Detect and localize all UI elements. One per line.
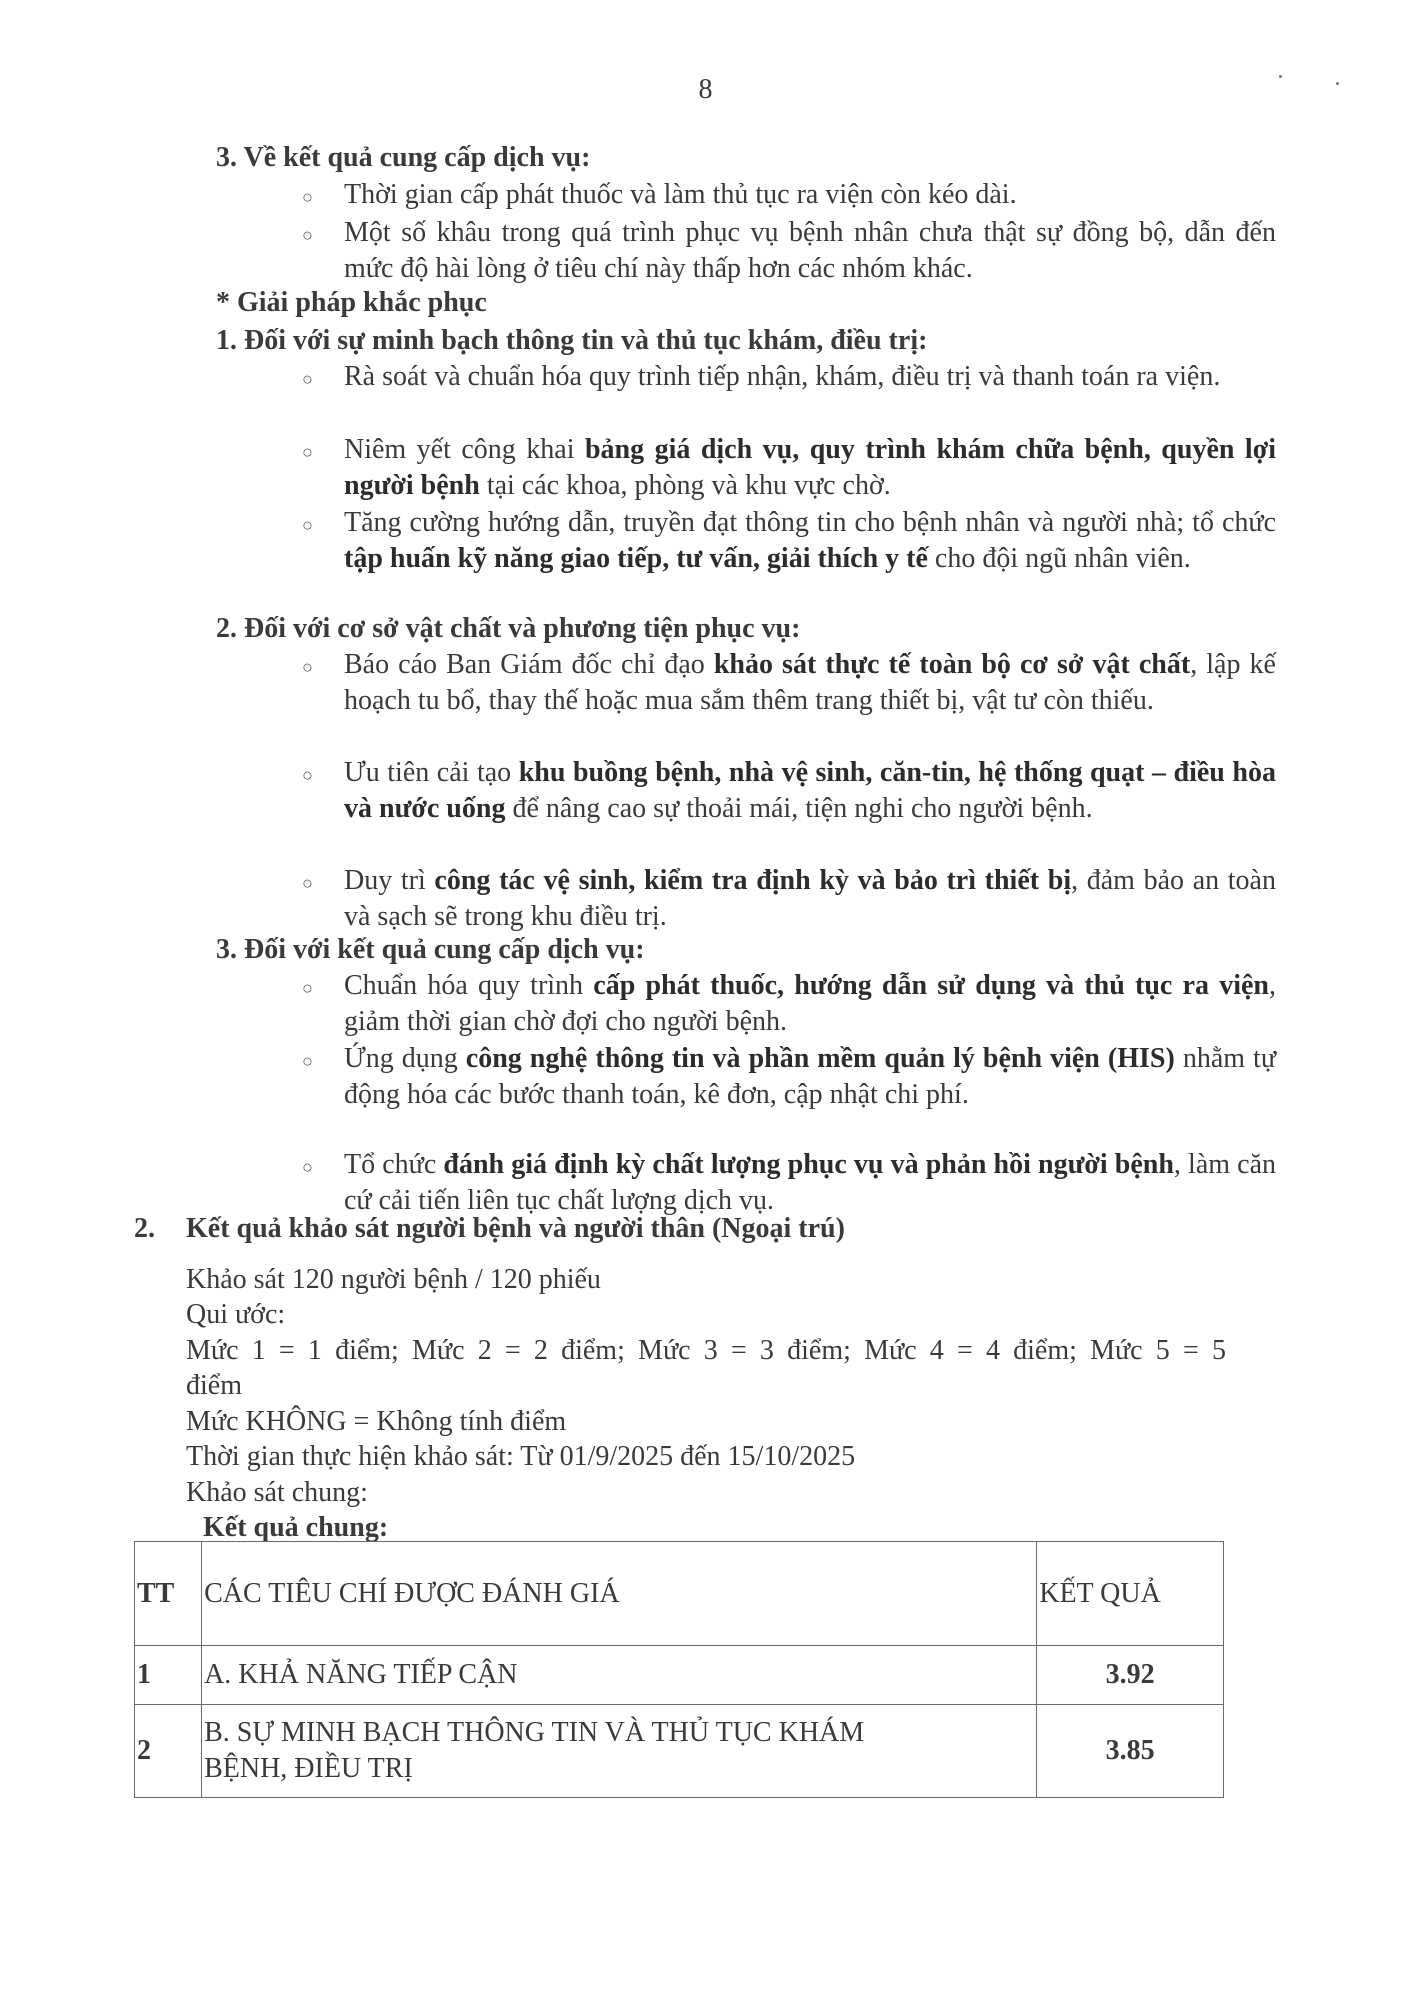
solution-item: Tăng cường hướng dẫn, truyền đạt thông tin cho bệnh nhân và người nhà; tổ chức tập huấn kỹ năng giao tiếp, tư vấn, giải thích y tế cho đội ngũ nhân viên. bbox=[344, 507, 1276, 574]
none-rule: Mức KHÔNG = Không tính điểm bbox=[186, 1406, 567, 1437]
solutions-heading: * Giải pháp khắc phục bbox=[216, 287, 487, 318]
row-result: 3.85 bbox=[1037, 1705, 1224, 1798]
solution-item: Ứng dụng công nghệ thông tin và phần mềm quản lý bệnh viện (HIS) nhằm tự động hóa các bước thanh toán, kê đơn, cập nhật chi phí. bbox=[344, 1043, 1276, 1110]
solution-item: Tổ chức đánh giá định kỳ chất lượng phục vụ và phản hồi người bệnh, làm căn cứ cải tiến liên tục chất lượng dịch vụ. bbox=[344, 1149, 1276, 1216]
table-row bbox=[135, 1646, 1224, 1705]
table-header-row bbox=[135, 1542, 1224, 1646]
bullet-circle-icon: ○ bbox=[302, 978, 313, 998]
problem-item: Thời gian cấp phát thuốc và làm thủ tục ra viện còn kéo dài. bbox=[344, 179, 1017, 210]
scan-speck bbox=[1279, 75, 1282, 78]
bullet-circle-icon: ○ bbox=[302, 657, 313, 677]
page-number: 8 bbox=[698, 74, 713, 105]
row-criteria: B. SỰ MINH BẠCH THÔNG TIN VÀ THỦ TỤC KHÁM BỆNH, ĐIỀU TRỊ bbox=[202, 1705, 1037, 1798]
solution-item: Báo cáo Ban Giám đốc chỉ đạo khảo sát thực tế toàn bộ cơ sở vật chất, lập kế hoạch tu bổ, thay thế hoặc mua sắm thêm trang thiết bị, vật tư còn thiếu. bbox=[344, 649, 1276, 716]
survey-sample: Khảo sát 120 người bệnh / 120 phiếu bbox=[186, 1264, 601, 1295]
results-table bbox=[134, 1541, 1224, 1798]
bullet-circle-icon: ○ bbox=[302, 765, 313, 785]
bullet-circle-icon: ○ bbox=[302, 873, 313, 893]
solution-item: Niêm yết công khai bảng giá dịch vụ, quy trình khám chữa bệnh, quyền lợi người bệnh tại các khoa, phòng và khu vực chờ. bbox=[344, 434, 1276, 501]
general-survey-label: Khảo sát chung: bbox=[186, 1477, 368, 1508]
bullet-circle-icon: ○ bbox=[302, 225, 313, 245]
row-tt: 1 bbox=[135, 1646, 202, 1705]
header-result: KẾT QUẢ bbox=[1037, 1542, 1224, 1646]
solution-item: Ưu tiên cải tạo khu buồng bệnh, nhà vệ sinh, căn-tin, hệ thống quạt – điều hòa và nước uống để nâng cao sự thoải mái, tiện nghi cho người bệnh. bbox=[344, 757, 1276, 824]
row-result: 3.92 bbox=[1037, 1646, 1224, 1705]
bullet-circle-icon: ○ bbox=[302, 187, 313, 207]
problem-item: Một số khâu trong quá trình phục vụ bệnh nhân chưa thật sự đồng bộ, dẫn đến mức độ hài lòng ở tiêu chí này thấp hơn các nhóm khác. bbox=[344, 217, 1276, 284]
bullet-circle-icon: ○ bbox=[302, 1157, 313, 1177]
survey-title: Kết quả khảo sát người bệnh và người thân (Ngoại trú) bbox=[186, 1213, 845, 1244]
scale-definition: Mức 1 = 1 điểm; Mức 2 = 2 điểm; Mức 3 = 3 điểm; Mức 4 = 4 điểm; Mức 5 = 5 bbox=[186, 1335, 1226, 1366]
header-criteria: CÁC TIÊU CHÍ ĐƯỢC ĐÁNH GIÁ bbox=[202, 1542, 1037, 1646]
row-tt: 2 bbox=[135, 1705, 202, 1798]
scan-speck bbox=[1336, 82, 1339, 85]
solution-item: Duy trì công tác vệ sinh, kiểm tra định kỳ và bảo trì thiết bị, đảm bảo an toàn và sạch sẽ trong khu điều trị. bbox=[344, 865, 1276, 932]
scale-definition-cont: điểm bbox=[186, 1370, 242, 1401]
solution-group-title: 1. Đối với sự minh bạch thông tin và thủ tục khám, điều trị: bbox=[216, 325, 928, 356]
solution-item: Rà soát và chuẩn hóa quy trình tiếp nhận, khám, điều trị và thanh toán ra viện. bbox=[344, 361, 1221, 392]
bullet-circle-icon: ○ bbox=[302, 442, 313, 462]
header-tt: TT bbox=[135, 1542, 202, 1646]
survey-number: 2. bbox=[134, 1213, 155, 1244]
section-heading-service-results: 3. Về kết quả cung cấp dịch vụ: bbox=[216, 142, 591, 173]
solution-item: Chuẩn hóa quy trình cấp phát thuốc, hướng dẫn sử dụng và thủ tục ra viện, giảm thời gian chờ đợi cho người bệnh. bbox=[344, 970, 1276, 1037]
table-row bbox=[135, 1705, 1224, 1798]
bullet-circle-icon: ○ bbox=[302, 515, 313, 535]
bullet-circle-icon: ○ bbox=[302, 1051, 313, 1071]
solution-group-title: 2. Đối với cơ sở vật chất và phương tiện phục vụ: bbox=[216, 613, 801, 644]
results-title: Kết quả chung: bbox=[203, 1512, 389, 1543]
row-criteria: A. KHẢ NĂNG TIẾP CẬN bbox=[202, 1646, 1037, 1705]
convention-label: Qui ước: bbox=[186, 1299, 286, 1330]
solution-group-title: 3. Đối với kết quả cung cấp dịch vụ: bbox=[216, 934, 645, 965]
bullet-circle-icon: ○ bbox=[302, 369, 313, 389]
survey-period: Thời gian thực hiện khảo sát: Từ 01/9/2025 đến 15/10/2025 bbox=[186, 1441, 856, 1472]
